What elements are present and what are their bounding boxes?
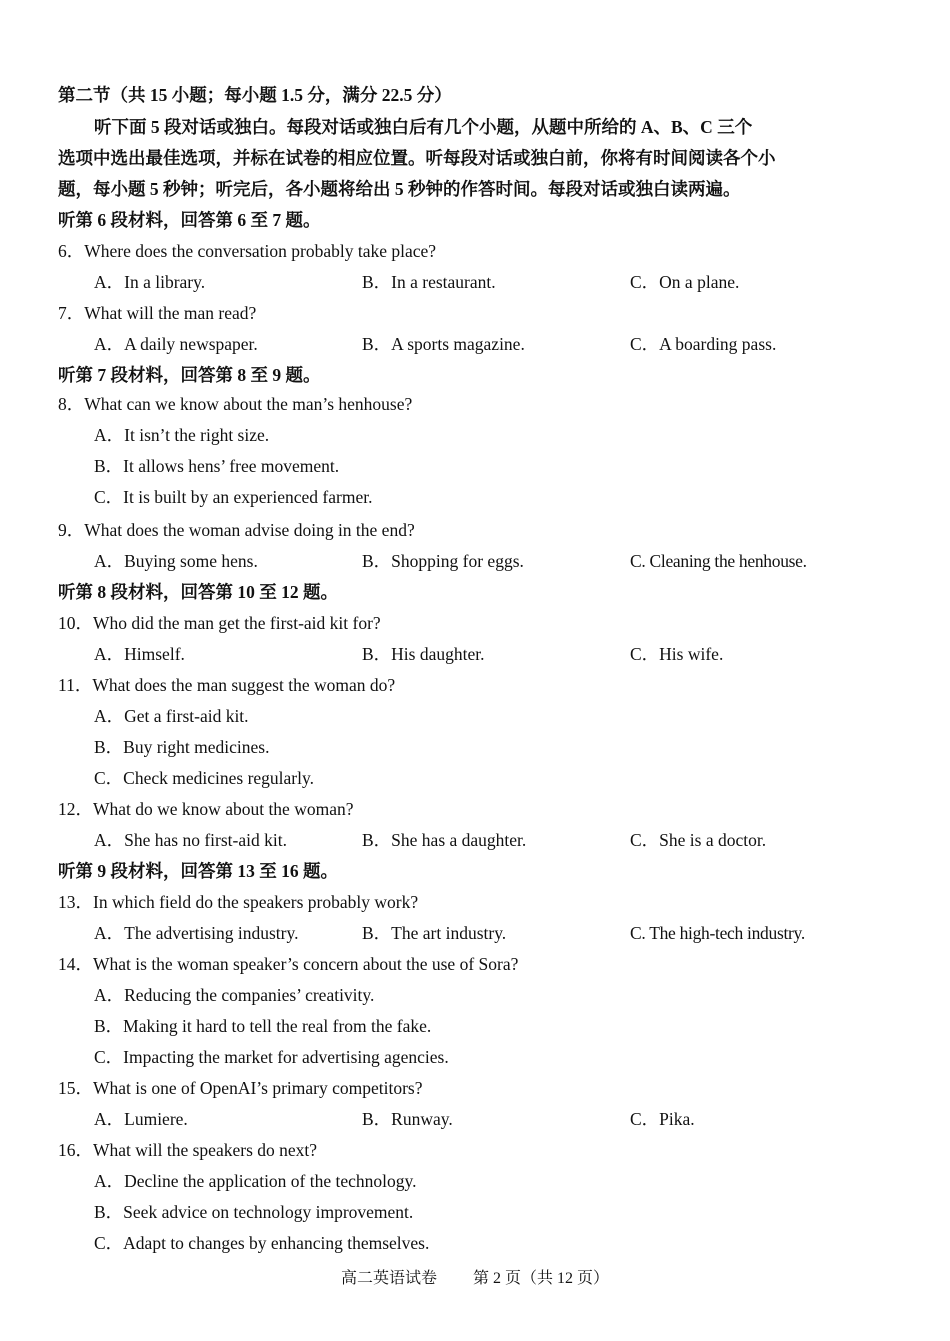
option-12a: A．She has no first-aid kit.: [94, 830, 287, 850]
option-8b: B．It allows hens’ free movement.: [94, 456, 340, 476]
option-15a: A．Lumiere.: [94, 1109, 188, 1129]
option-9a: A．Buying some hens.: [94, 551, 258, 571]
option-7b: B．A sports magazine.: [362, 334, 525, 354]
instruction-line: 题，每小题 5 秒钟；听完后，各小题将给出 5 秒钟的作答时间。每段对话或独白读两遍。: [58, 179, 741, 199]
section-title: 第二节（共 15 小题；每小题 1.5 分，满分 22.5 分）: [58, 85, 452, 105]
option-10b: B．His daughter.: [362, 644, 485, 664]
option-6b: B．In a restaurant.: [362, 272, 496, 292]
question-13: 13．In which field do the speakers probably work?: [58, 892, 419, 912]
option-16a: A．Decline the application of the technology.: [94, 1171, 417, 1191]
option-7c: C．A boarding pass.: [630, 334, 777, 354]
question-8: 8．What can we know about the man’s henhouse?: [58, 394, 413, 414]
exam-name: 高二英语试卷: [340, 1270, 437, 1287]
option-10c: C．His wife.: [630, 644, 724, 664]
group-heading: 听第 9 段材料，回答第 13 至 16 题。: [58, 861, 338, 881]
option-13b: B．The art industry.: [362, 923, 507, 943]
question-6: 6．Where does the conversation probably take place?: [58, 241, 437, 261]
option-11b: B．Buy right medicines.: [94, 737, 270, 757]
option-14a: A．Reducing the companies’ creativity.: [94, 985, 375, 1005]
option-11a: A．Get a first-aid kit.: [94, 706, 249, 726]
question-12: 12．What do we know about the woman?: [58, 799, 354, 819]
option-16c: C．Adapt to changes by enhancing themselves.: [94, 1233, 430, 1253]
question-9: 9．What does the woman advise doing in the end?: [58, 520, 415, 540]
option-14b: B．Making it hard to tell the real from the fake.: [94, 1016, 432, 1036]
question-15: 15．What is one of OpenAI’s primary competitors?: [58, 1078, 423, 1098]
option-15b: B．Runway.: [362, 1109, 453, 1129]
page-number: 第 2 页（共 12 页）: [473, 1270, 610, 1287]
option-12b: B．She has a daughter.: [362, 830, 527, 850]
group-heading: 听第 7 段材料，回答第 8 至 9 题。: [58, 365, 321, 385]
page-footer: [0, 1268, 950, 1290]
option-6c: C．On a plane.: [630, 272, 740, 292]
option-15c: C．Pika.: [630, 1109, 695, 1129]
question-16: 16．What will the speakers do next?: [58, 1140, 318, 1160]
question-7: 7．What will the man read?: [58, 303, 257, 323]
instruction-line: 听下面 5 段对话或独白。每段对话或独白后有几个小题，从题中所给的 A、B、C 三个: [94, 117, 753, 137]
option-9b: B．Shopping for eggs.: [362, 551, 524, 571]
question-10: 10．Who did the man get the first-aid kit for?: [58, 613, 381, 633]
option-10a: A．Himself.: [94, 644, 185, 664]
option-13a: A．The advertising industry.: [94, 923, 299, 943]
question-14: 14．What is the woman speaker’s concern about the use of Sora?: [58, 954, 519, 974]
group-heading: 听第 6 段材料，回答第 6 至 7 题。: [58, 210, 321, 230]
option-9c: C. Cleaning the henhouse.: [630, 551, 807, 571]
instruction-line: 选项中选出最佳选项，并标在试卷的相应位置。听每段对话或独白前，你将有时间阅读各个小: [58, 148, 776, 168]
option-7a: A．A daily newspaper.: [94, 334, 258, 354]
group-heading: 听第 8 段材料，回答第 10 至 12 题。: [58, 582, 338, 602]
option-14c: C．Impacting the market for advertising agencies.: [94, 1047, 449, 1067]
option-13c: C. The high-tech industry.: [630, 923, 805, 943]
option-8a: A．It isn’t the right size.: [94, 425, 270, 445]
option-11c: C．Check medicines regularly.: [94, 768, 314, 788]
option-12c: C．She is a doctor.: [630, 830, 767, 850]
option-8c: C．It is built by an experienced farmer.: [94, 487, 373, 507]
question-11: 11．What does the man suggest the woman do?: [58, 675, 396, 695]
option-6a: A．In a library.: [94, 272, 206, 292]
option-16b: B．Seek advice on technology improvement.: [94, 1202, 414, 1222]
